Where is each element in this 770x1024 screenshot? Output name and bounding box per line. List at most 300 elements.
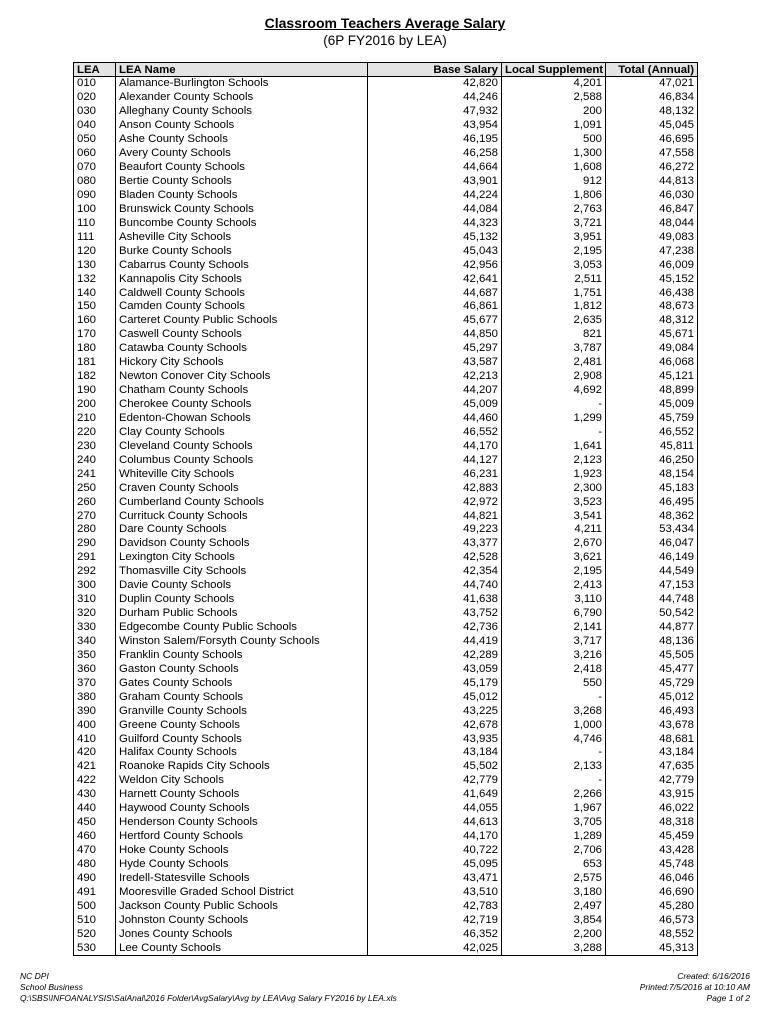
lea-name-cell: Whiteville City Schools [116, 467, 368, 481]
lea-name-cell: Gates County Schools [116, 676, 368, 690]
total-annual-cell: 48,044 [606, 216, 698, 230]
total-annual-cell: 46,495 [606, 495, 698, 509]
local-supplement-cell: 3,180 [502, 885, 606, 899]
base-salary-cell: 43,059 [368, 662, 502, 676]
table-row [74, 523, 698, 537]
lea-code-cell: 450 [74, 816, 116, 830]
lea-code-cell: 460 [74, 830, 116, 844]
table-row [74, 537, 698, 551]
local-supplement-cell: 1,806 [502, 189, 606, 203]
local-supplement-cell: 821 [502, 328, 606, 342]
local-supplement-cell: 4,211 [502, 523, 606, 537]
local-supplement-cell: 4,746 [502, 732, 606, 746]
total-annual-cell: 43,915 [606, 788, 698, 802]
base-salary-cell: 43,587 [368, 356, 502, 370]
total-annual-cell: 45,183 [606, 481, 698, 495]
base-salary-cell: 44,055 [368, 802, 502, 816]
base-salary-cell: 44,170 [368, 830, 502, 844]
lea-code-cell: 100 [74, 202, 116, 216]
table-row [74, 774, 698, 788]
table-row [74, 579, 698, 593]
lea-name-cell: Franklin County Schools [116, 648, 368, 662]
lea-code-cell: 530 [74, 941, 116, 955]
report-subtitle: (6P FY2016 by LEA) [323, 33, 447, 48]
table-row [74, 258, 698, 272]
total-annual-cell: 48,312 [606, 314, 698, 328]
table-row [74, 899, 698, 913]
total-annual-cell: 45,477 [606, 662, 698, 676]
table-row [74, 830, 698, 844]
base-salary-cell: 44,460 [368, 412, 502, 426]
table-row [74, 356, 698, 370]
base-salary-cell: 42,678 [368, 718, 502, 732]
lea-name-cell: Jackson County Public Schools [116, 899, 368, 913]
total-annual-cell: 46,690 [606, 885, 698, 899]
local-supplement-cell: 2,141 [502, 621, 606, 635]
lea-name-cell: Asheville City Schools [116, 230, 368, 244]
local-supplement-cell: 3,288 [502, 941, 606, 955]
local-supplement-cell: 1,289 [502, 830, 606, 844]
total-annual-cell: 45,313 [606, 941, 698, 955]
table-row [74, 147, 698, 161]
lea-name-cell: Hertford County Schools [116, 830, 368, 844]
table-row [74, 119, 698, 133]
lea-code-cell: 422 [74, 774, 116, 788]
table-row [74, 216, 698, 230]
base-salary-cell: 46,231 [368, 467, 502, 481]
lea-name-cell: Cumberland County Schools [116, 495, 368, 509]
lea-name-cell: Hoke County Schools [116, 844, 368, 858]
base-salary-cell: 44,419 [368, 635, 502, 649]
lea-code-cell: 340 [74, 635, 116, 649]
total-annual-cell: 49,084 [606, 342, 698, 356]
table-row [74, 927, 698, 941]
table-row [74, 272, 698, 286]
total-annual-cell: 46,438 [606, 286, 698, 300]
local-supplement-cell: - [502, 425, 606, 439]
table-row [74, 202, 698, 216]
local-supplement-cell: 3,717 [502, 635, 606, 649]
total-annual-cell: 45,811 [606, 439, 698, 453]
local-supplement-cell: 2,635 [502, 314, 606, 328]
lea-code-cell: 470 [74, 844, 116, 858]
lea-name-cell: Bertie County Schools [116, 175, 368, 189]
footer-left [20, 971, 397, 1004]
lea-name-cell: Johnston County Schools [116, 913, 368, 927]
lea-code-cell: 292 [74, 565, 116, 579]
base-salary-cell: 42,972 [368, 495, 502, 509]
total-annual-cell: 42,779 [606, 774, 698, 788]
total-annual-cell: 47,558 [606, 147, 698, 161]
lea-name-cell: Craven County Schools [116, 481, 368, 495]
table-row [74, 802, 698, 816]
local-supplement-cell: 1,641 [502, 439, 606, 453]
local-supplement-cell: 2,481 [502, 356, 606, 370]
total-annual-cell: 46,695 [606, 133, 698, 147]
local-supplement-cell: 4,201 [502, 77, 606, 91]
table-row [74, 175, 698, 189]
base-salary-cell: 45,009 [368, 398, 502, 412]
local-supplement-cell: 3,854 [502, 913, 606, 927]
base-salary-cell: 43,471 [368, 871, 502, 885]
lea-code-cell: 130 [74, 258, 116, 272]
base-salary-cell: 44,613 [368, 816, 502, 830]
table-row [74, 439, 698, 453]
table-row [74, 314, 698, 328]
total-annual-cell: 47,021 [606, 77, 698, 91]
lea-code-cell: 250 [74, 481, 116, 495]
table-row [74, 704, 698, 718]
base-salary-cell: 46,552 [368, 425, 502, 439]
table-row [74, 133, 698, 147]
table-row [74, 844, 698, 858]
total-annual-cell: 47,238 [606, 244, 698, 258]
total-annual-cell: 45,459 [606, 830, 698, 844]
total-annual-cell: 46,149 [606, 551, 698, 565]
lea-code-cell: 140 [74, 286, 116, 300]
local-supplement-cell: 2,266 [502, 788, 606, 802]
total-annual-cell: 43,184 [606, 746, 698, 760]
lea-code-cell: 010 [74, 77, 116, 91]
lea-name-cell: Edenton-Chowan Schools [116, 412, 368, 426]
lea-code-cell: 490 [74, 871, 116, 885]
base-salary-cell: 42,025 [368, 941, 502, 955]
lea-name-cell: Davie County Schools [116, 579, 368, 593]
column-header-lea-name: LEA Name [116, 63, 368, 77]
base-salary-cell: 47,932 [368, 105, 502, 119]
base-salary-cell: 45,502 [368, 760, 502, 774]
total-annual-cell: 48,681 [606, 732, 698, 746]
lea-code-cell: 421 [74, 760, 116, 774]
base-salary-cell: 44,323 [368, 216, 502, 230]
total-annual-cell: 43,678 [606, 718, 698, 732]
column-header-local-supplement: Local Supplement [502, 63, 606, 77]
lea-name-cell: Anson County Schools [116, 119, 368, 133]
local-supplement-cell: 2,670 [502, 537, 606, 551]
lea-name-cell: Graham County Schools [116, 690, 368, 704]
lea-code-cell: 330 [74, 621, 116, 635]
lea-code-cell: 300 [74, 579, 116, 593]
base-salary-cell: 43,184 [368, 746, 502, 760]
lea-code-cell: 310 [74, 593, 116, 607]
base-salary-cell: 43,377 [368, 537, 502, 551]
lea-name-cell: Hickory City Schools [116, 356, 368, 370]
lea-code-cell: 080 [74, 175, 116, 189]
total-annual-cell: 46,250 [606, 453, 698, 467]
base-salary-cell: 43,510 [368, 885, 502, 899]
local-supplement-cell: 2,123 [502, 453, 606, 467]
total-annual-cell: 48,552 [606, 927, 698, 941]
base-salary-cell: 44,664 [368, 161, 502, 175]
local-supplement-cell: - [502, 690, 606, 704]
lea-code-cell: 380 [74, 690, 116, 704]
lea-name-cell: Alexander County Schools [116, 91, 368, 105]
total-annual-cell: 45,671 [606, 328, 698, 342]
total-annual-cell: 46,847 [606, 202, 698, 216]
lea-code-cell: 220 [74, 425, 116, 439]
local-supplement-cell: 653 [502, 858, 606, 872]
total-annual-cell: 45,748 [606, 858, 698, 872]
lea-code-cell: 350 [74, 648, 116, 662]
lea-code-cell: 491 [74, 885, 116, 899]
lea-name-cell: Carteret County Public Schools [116, 314, 368, 328]
lea-name-cell: Hyde County Schools [116, 858, 368, 872]
base-salary-cell: 45,297 [368, 342, 502, 356]
footer-page-number: Page 1 of 2 [706, 993, 750, 1003]
table-row [74, 105, 698, 119]
local-supplement-cell: 2,413 [502, 579, 606, 593]
total-annual-cell: 48,362 [606, 509, 698, 523]
table-row [74, 635, 698, 649]
lea-name-cell: Davidson County Schools [116, 537, 368, 551]
lea-name-cell: Ashe County Schools [116, 133, 368, 147]
lea-code-cell: 291 [74, 551, 116, 565]
base-salary-cell: 44,127 [368, 453, 502, 467]
lea-name-cell: Duplin County Schools [116, 593, 368, 607]
lea-name-cell: Greene County Schools [116, 718, 368, 732]
lea-code-cell: 480 [74, 858, 116, 872]
lea-code-cell: 420 [74, 746, 116, 760]
local-supplement-cell: 2,588 [502, 91, 606, 105]
total-annual-cell: 49,083 [606, 230, 698, 244]
local-supplement-cell: 2,575 [502, 871, 606, 885]
column-header-lea: LEA [74, 63, 116, 77]
lea-name-cell: Cleveland County Schools [116, 439, 368, 453]
total-annual-cell: 44,748 [606, 593, 698, 607]
total-annual-cell: 44,549 [606, 565, 698, 579]
footer-right [640, 971, 750, 1004]
total-annual-cell: 46,552 [606, 425, 698, 439]
total-annual-cell: 45,729 [606, 676, 698, 690]
local-supplement-cell: 2,497 [502, 899, 606, 913]
base-salary-cell: 43,901 [368, 175, 502, 189]
base-salary-cell: 41,649 [368, 788, 502, 802]
table-row [74, 230, 698, 244]
lea-code-cell: 270 [74, 509, 116, 523]
lea-code-cell: 520 [74, 927, 116, 941]
local-supplement-cell: - [502, 746, 606, 760]
local-supplement-cell: 4,692 [502, 384, 606, 398]
table-body [74, 77, 698, 956]
lea-code-cell: 020 [74, 91, 116, 105]
table-row [74, 593, 698, 607]
table-row [74, 788, 698, 802]
local-supplement-cell: 550 [502, 676, 606, 690]
local-supplement-cell: 1,812 [502, 300, 606, 314]
table-row [74, 286, 698, 300]
lea-name-cell: Alamance-Burlington Schools [116, 77, 368, 91]
local-supplement-cell: 3,721 [502, 216, 606, 230]
table-row [74, 551, 698, 565]
base-salary-cell: 46,258 [368, 147, 502, 161]
footer-org: NC DPI [20, 971, 49, 981]
lea-name-cell: Guilford County Schools [116, 732, 368, 746]
table-row [74, 676, 698, 690]
table-row [74, 509, 698, 523]
total-annual-cell: 46,068 [606, 356, 698, 370]
local-supplement-cell: 3,268 [502, 704, 606, 718]
local-supplement-cell: 912 [502, 175, 606, 189]
lea-name-cell: Clay County Schools [116, 425, 368, 439]
report-title: Classroom Teachers Average Salary [264, 15, 506, 31]
lea-code-cell: 182 [74, 370, 116, 384]
local-supplement-cell: 2,133 [502, 760, 606, 774]
table-row [74, 412, 698, 426]
base-salary-cell: 44,224 [368, 189, 502, 203]
base-salary-cell: 45,012 [368, 690, 502, 704]
total-annual-cell: 48,318 [606, 816, 698, 830]
local-supplement-cell: 1,300 [502, 147, 606, 161]
table-row [74, 662, 698, 676]
lea-code-cell: 200 [74, 398, 116, 412]
lea-code-cell: 240 [74, 453, 116, 467]
table-row [74, 690, 698, 704]
table-row [74, 189, 698, 203]
lea-code-cell: 120 [74, 244, 116, 258]
lea-name-cell: Granville County Schools [116, 704, 368, 718]
lea-name-cell: Harnett County Schools [116, 788, 368, 802]
lea-name-cell: Caldwell County Schools [116, 286, 368, 300]
table-row [74, 607, 698, 621]
base-salary-cell: 45,677 [368, 314, 502, 328]
total-annual-cell: 48,673 [606, 300, 698, 314]
lea-name-cell: Henderson County Schools [116, 816, 368, 830]
lea-code-cell: 360 [74, 662, 116, 676]
lea-name-cell: Buncombe County Schools [116, 216, 368, 230]
total-annual-cell: 47,635 [606, 760, 698, 774]
lea-code-cell: 150 [74, 300, 116, 314]
base-salary-cell: 44,207 [368, 384, 502, 398]
lea-name-cell: Burke County Schools [116, 244, 368, 258]
base-salary-cell: 45,179 [368, 676, 502, 690]
local-supplement-cell: 3,053 [502, 258, 606, 272]
local-supplement-cell: 3,216 [502, 648, 606, 662]
lea-name-cell: Newton Conover City Schools [116, 370, 368, 384]
base-salary-cell: 41,638 [368, 593, 502, 607]
footer-created: Created: 6/16/2016 [677, 971, 750, 981]
lea-name-cell: Thomasville City Schools [116, 565, 368, 579]
lea-name-cell: Avery County Schools [116, 147, 368, 161]
table-row [74, 871, 698, 885]
table-row [74, 328, 698, 342]
lea-name-cell: Lexington City Schools [116, 551, 368, 565]
base-salary-cell: 44,084 [368, 202, 502, 216]
local-supplement-cell: 200 [502, 105, 606, 119]
table-row [74, 760, 698, 774]
lea-name-cell: Alleghany County Schools [116, 105, 368, 119]
table-row [74, 913, 698, 927]
base-salary-cell: 44,687 [368, 286, 502, 300]
lea-code-cell: 132 [74, 272, 116, 286]
lea-name-cell: Brunswick County Schools [116, 202, 368, 216]
lea-name-cell: Camden County Schools [116, 300, 368, 314]
base-salary-cell: 42,956 [368, 258, 502, 272]
local-supplement-cell: 2,908 [502, 370, 606, 384]
lea-name-cell: Currituck County Schools [116, 509, 368, 523]
lea-code-cell: 190 [74, 384, 116, 398]
lea-code-cell: 160 [74, 314, 116, 328]
base-salary-cell: 43,935 [368, 732, 502, 746]
lea-code-cell: 111 [74, 230, 116, 244]
table-row [74, 621, 698, 635]
total-annual-cell: 44,877 [606, 621, 698, 635]
lea-code-cell: 050 [74, 133, 116, 147]
table-row [74, 941, 698, 955]
base-salary-cell: 44,740 [368, 579, 502, 593]
base-salary-cell: 44,850 [368, 328, 502, 342]
lea-name-cell: Lee County Schools [116, 941, 368, 955]
lea-code-cell: 180 [74, 342, 116, 356]
table-row [74, 300, 698, 314]
lea-code-cell: 170 [74, 328, 116, 342]
table-row [74, 858, 698, 872]
lea-name-cell: Roanoke Rapids City Schools [116, 760, 368, 774]
table-row [74, 91, 698, 105]
lea-code-cell: 370 [74, 676, 116, 690]
column-header-total-annual: Total (Annual) [606, 63, 698, 77]
salary-table [73, 62, 698, 956]
base-salary-cell: 42,783 [368, 899, 502, 913]
local-supplement-cell: 500 [502, 133, 606, 147]
table-row [74, 495, 698, 509]
base-salary-cell: 46,861 [368, 300, 502, 314]
local-supplement-cell: 1,299 [502, 412, 606, 426]
local-supplement-cell: 3,110 [502, 593, 606, 607]
base-salary-cell: 43,225 [368, 704, 502, 718]
total-annual-cell: 46,022 [606, 802, 698, 816]
footer-printed: Printed:7/5/2016 at 10:10 AM [639, 982, 750, 992]
base-salary-cell: 42,528 [368, 551, 502, 565]
local-supplement-cell: - [502, 774, 606, 788]
local-supplement-cell: 2,418 [502, 662, 606, 676]
local-supplement-cell: 2,511 [502, 272, 606, 286]
local-supplement-cell: 1,751 [502, 286, 606, 300]
lea-code-cell: 430 [74, 788, 116, 802]
base-salary-cell: 42,641 [368, 272, 502, 286]
lea-name-cell: Chatham County Schools [116, 384, 368, 398]
base-salary-cell: 42,736 [368, 621, 502, 635]
total-annual-cell: 46,009 [606, 258, 698, 272]
base-salary-cell: 46,195 [368, 133, 502, 147]
total-annual-cell: 45,009 [606, 398, 698, 412]
lea-name-cell: Cherokee County Schools [116, 398, 368, 412]
base-salary-cell: 42,779 [368, 774, 502, 788]
base-salary-cell: 42,289 [368, 648, 502, 662]
total-annual-cell: 48,899 [606, 384, 698, 398]
table-row [74, 161, 698, 175]
lea-code-cell: 070 [74, 161, 116, 175]
total-annual-cell: 53,434 [606, 523, 698, 537]
base-salary-cell: 42,820 [368, 77, 502, 91]
lea-code-cell: 230 [74, 439, 116, 453]
base-salary-cell: 46,352 [368, 927, 502, 941]
table-row [74, 342, 698, 356]
lea-name-cell: Winston Salem/Forsyth County Schools [116, 635, 368, 649]
table-row [74, 370, 698, 384]
local-supplement-cell: 1,923 [502, 467, 606, 481]
local-supplement-cell: 3,621 [502, 551, 606, 565]
lea-name-cell: Kannapolis City Schools [116, 272, 368, 286]
base-salary-cell: 45,095 [368, 858, 502, 872]
base-salary-cell: 45,132 [368, 230, 502, 244]
lea-name-cell: Edgecombe County Public Schools [116, 621, 368, 635]
lea-name-cell: Columbus County Schools [116, 453, 368, 467]
lea-name-cell: Weldon City Schools [116, 774, 368, 788]
base-salary-cell: 43,954 [368, 119, 502, 133]
base-salary-cell: 42,719 [368, 913, 502, 927]
local-supplement-cell: 2,195 [502, 244, 606, 258]
total-annual-cell: 48,154 [606, 467, 698, 481]
